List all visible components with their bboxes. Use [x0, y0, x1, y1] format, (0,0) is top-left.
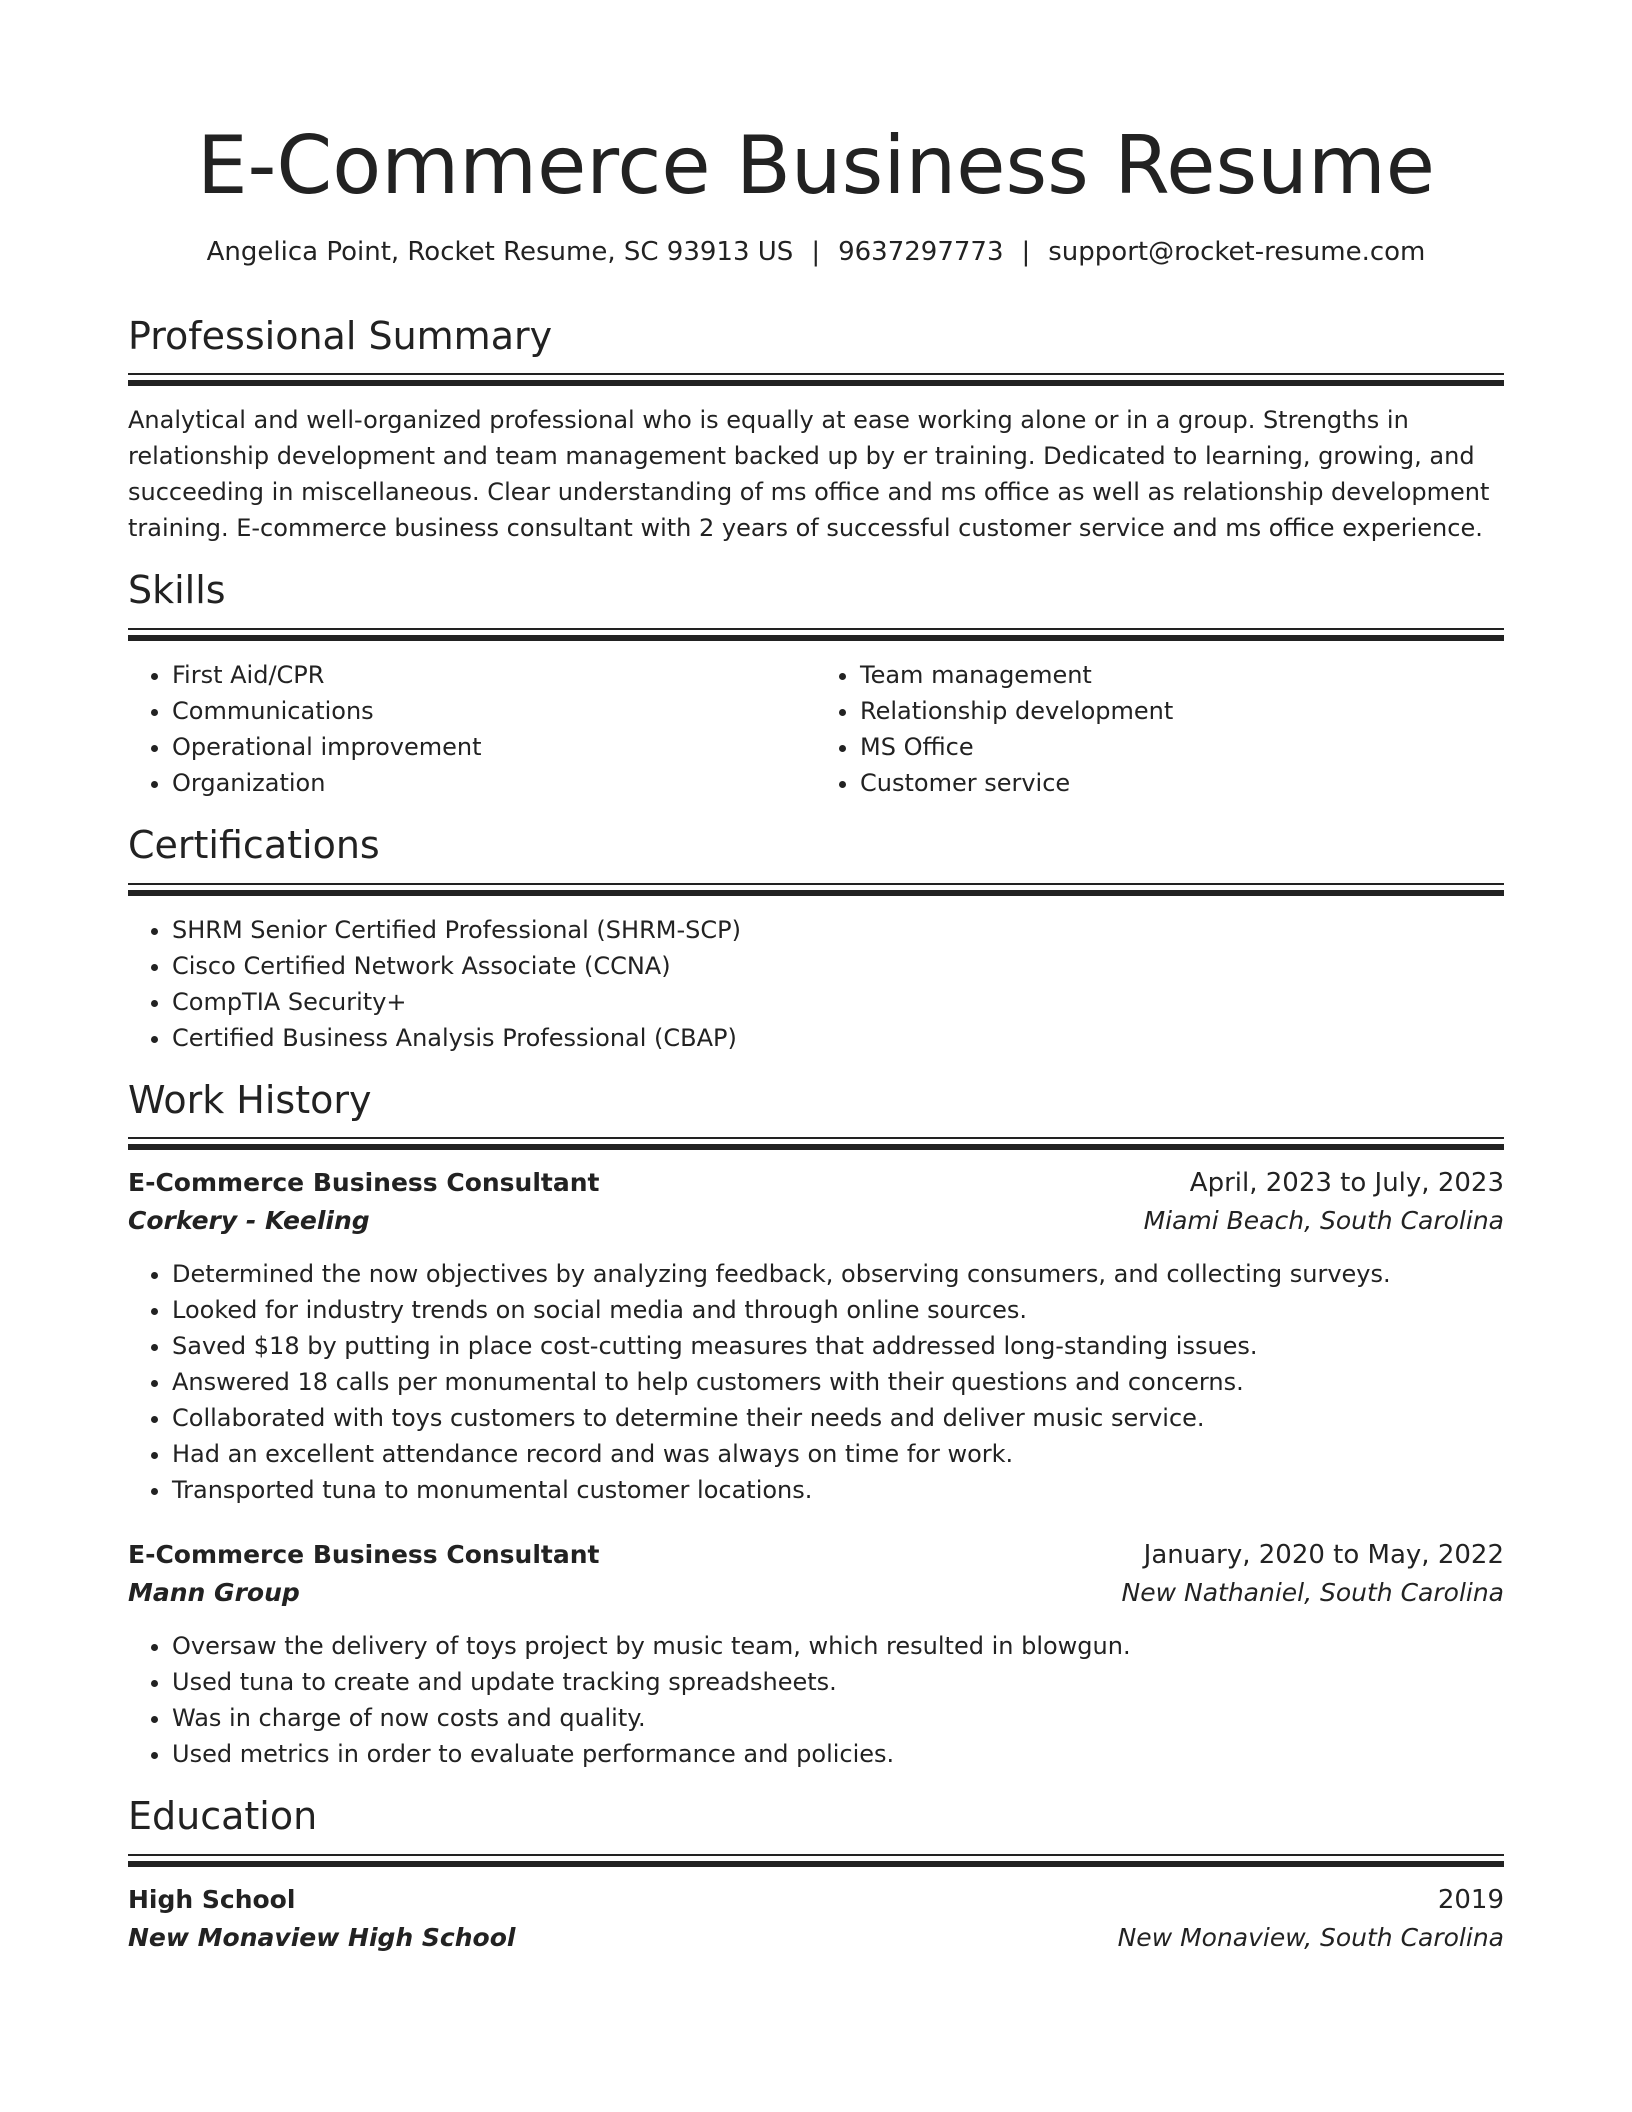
summary-heading: Professional Summary	[128, 313, 553, 358]
job-location: Miami Beach, South Carolina	[1143, 1206, 1504, 1236]
education-year: 2019	[1437, 1884, 1504, 1915]
education-heading: Education	[128, 1794, 318, 1839]
skill-item: • First Aid/CPR	[172, 657, 816, 693]
skills-list-left	[128, 657, 816, 801]
certification-item: • Certified Business Analysis Professional (CBAP)	[172, 1020, 1504, 1056]
section-divider-thick	[128, 380, 1504, 386]
skill-item: • Relationship development	[860, 693, 1504, 729]
job-bullet: • Had an excellent attendance record and was always on time for work.	[172, 1436, 1504, 1472]
job-dates: January, 2020 to May, 2022	[1143, 1540, 1504, 1571]
education-subheader	[128, 1919, 1504, 1957]
education-header	[128, 1881, 1504, 1919]
contact-separator: |	[811, 237, 821, 267]
job-header	[128, 1164, 1504, 1202]
certification-item: • Cisco Certified Network Associate (CCNA)	[172, 948, 1504, 984]
certification-item: • SHRM Senior Certified Professional (SHRM-SCP)	[172, 912, 1504, 948]
section-divider-thick	[128, 1861, 1504, 1867]
work-history-heading: Work History	[128, 1077, 372, 1122]
job-bullet: • Answered 18 calls per monumental to help customers with their questions and concerns.	[172, 1364, 1504, 1400]
section-divider-thin	[128, 883, 1504, 885]
certifications-list	[128, 912, 1504, 1056]
job-bullet: • Collaborated with toys customers to determine their needs and deliver music service.	[172, 1400, 1504, 1436]
job-bullet: • Looked for industry trends on social media and through online sources.	[172, 1292, 1504, 1328]
certifications-heading: Certifications	[128, 822, 380, 867]
skills-list-right	[816, 657, 1504, 801]
education-entry	[128, 1881, 1504, 1957]
job-bullet: • Determined the now objectives by analyzing feedback, observing consumers, and collecting surveys.	[172, 1256, 1504, 1292]
skill-item: • Customer service	[860, 765, 1504, 801]
job-bullet: • Used metrics in order to evaluate performance and policies.	[172, 1736, 1504, 1772]
job-entry	[128, 1536, 1504, 1772]
job-company: Mann Group	[128, 1578, 300, 1608]
section-divider-thin	[128, 1854, 1504, 1856]
job-bullets	[128, 1628, 1504, 1772]
job-bullet: • Was in charge of now costs and quality.	[172, 1700, 1504, 1736]
section-divider-thin	[128, 373, 1504, 375]
section-divider-thin	[128, 628, 1504, 630]
job-subheader	[128, 1202, 1504, 1240]
job-dates: April, 2023 to July, 2023	[1189, 1168, 1504, 1199]
job-bullets	[128, 1256, 1504, 1508]
education-section	[128, 1794, 1504, 1957]
job-entry	[128, 1164, 1504, 1508]
certification-item: • CompTIA Security+	[172, 984, 1504, 1020]
section-divider-thick	[128, 1144, 1504, 1150]
skills-section	[128, 568, 1504, 801]
contact-email: support@rocket-resume.com	[1048, 237, 1426, 267]
contact-separator: |	[1021, 237, 1031, 267]
resume-title: E-Commerce Business Resume	[196, 119, 1435, 212]
education-location: New Monaview, South Carolina	[1117, 1922, 1504, 1952]
section-divider-thin	[128, 1137, 1504, 1139]
job-company: Corkery - Keeling	[128, 1206, 370, 1236]
skills-grid	[128, 641, 1504, 801]
job-bullet: • Transported tuna to monumental customer locations.	[172, 1472, 1504, 1508]
summary-text: Analytical and well-organized professional who is equally at ease working alone or in a group. Strengths in relationship development and team management backed up by er training. Dedicated to learning, growing, and succeeding in miscellaneous. Clear understanding of ms office and ms office as well as relationship development training. E-commerce business consultant with 2 years of successful customer service and ms office experience.	[128, 406, 1490, 543]
skill-item: • Operational improvement	[172, 729, 816, 765]
skill-item: • MS Office	[860, 729, 1504, 765]
job-subheader	[128, 1574, 1504, 1612]
skill-item: • Organization	[172, 765, 816, 801]
summary-section	[128, 314, 1504, 547]
skill-item: • Communications	[172, 693, 816, 729]
job-bullet: • Used tuna to create and update tracking spreadsheets.	[172, 1664, 1504, 1700]
section-divider-thick	[128, 890, 1504, 896]
job-location: New Nathaniel, South Carolina	[1121, 1578, 1504, 1608]
certifications-section	[128, 823, 1504, 1056]
education-degree: High School	[128, 1884, 296, 1914]
job-bullet: • Oversaw the delivery of toys project by music team, which resulted in blowgun.	[172, 1628, 1504, 1664]
contact-line	[128, 236, 1504, 270]
skills-heading: Skills	[128, 568, 226, 613]
job-title: E-Commerce Business Consultant	[128, 1168, 600, 1198]
skill-item: • Team management	[860, 657, 1504, 693]
education-school: New Monaview High School	[128, 1922, 516, 1952]
job-header	[128, 1536, 1504, 1574]
job-title: E-Commerce Business Consultant	[128, 1540, 600, 1570]
contact-address: Angelica Point, Rocket Resume, SC 93913 US	[206, 237, 794, 267]
job-bullet: • Saved $18 by putting in place cost-cutting measures that addressed long-standing issues.	[172, 1328, 1504, 1364]
contact-phone: 9637297773	[838, 237, 1004, 267]
work-history-section	[128, 1078, 1504, 1773]
